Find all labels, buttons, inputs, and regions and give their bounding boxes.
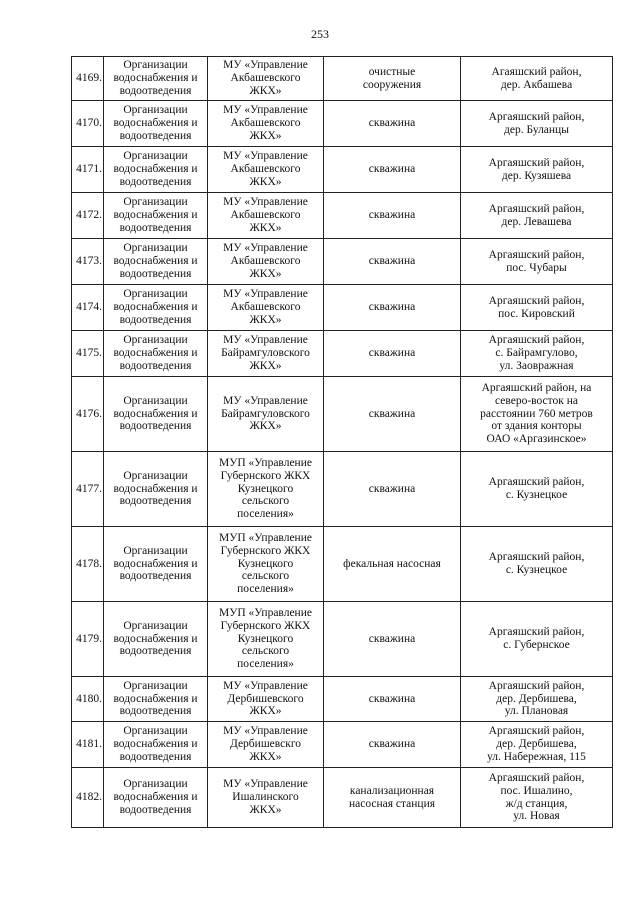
row-category: Организации водоснабжения и водоотведения [104, 722, 208, 768]
row-owner: МУ «Управление Акбашевского ЖКХ» [208, 239, 324, 285]
row-owner: МУП «Управление Губернского ЖКХ Кузнецкого сельского поселения» [208, 602, 324, 677]
row-object: очистные сооружения [324, 57, 461, 101]
registry-body [72, 57, 613, 828]
row-location: Аргаяшский район, на северо-восток на расстоянии 760 метров от здания конторы ОАО «Аргазинское» [461, 377, 613, 452]
row-category: Организации водоснабжения и водоотведения [104, 377, 208, 452]
row-location: Аргаяшский район, пос. Ишалино, ж/д станция, ул. Новая [461, 768, 613, 828]
row-owner: МУ «Управление Акбашевского ЖКХ» [208, 101, 324, 147]
row-category: Организации водоснабжения и водоотведения [104, 239, 208, 285]
table-row [72, 452, 613, 527]
row-number: 4178. [72, 527, 104, 602]
row-location: Аргаяшский район, с. Кузнецкое [461, 452, 613, 527]
row-number: 4180. [72, 677, 104, 722]
table-row [72, 285, 613, 331]
row-category: Организации водоснабжения и водоотведения [104, 452, 208, 527]
row-number: 4170. [72, 101, 104, 147]
row-object: канализационная насосная станция [324, 768, 461, 828]
row-location: Аргаяшский район, дер. Кузяшева [461, 147, 613, 193]
row-number: 4177. [72, 452, 104, 527]
row-category: Организации водоснабжения и водоотведения [104, 602, 208, 677]
table-row [72, 57, 613, 101]
row-owner: МУ «Управление Ишалинского ЖКХ» [208, 768, 324, 828]
row-object: скважина [324, 147, 461, 193]
facility-registry-table [71, 56, 613, 828]
row-location: Аргаяшский район, дер. Левашева [461, 193, 613, 239]
table-row [72, 602, 613, 677]
row-category: Организации водоснабжения и водоотведения [104, 57, 208, 101]
row-object: скважина [324, 602, 461, 677]
table-row [72, 527, 613, 602]
row-category: Организации водоснабжения и водоотведения [104, 147, 208, 193]
row-number: 4169. [72, 57, 104, 101]
row-owner: МУ «Управление Акбашевского ЖКХ» [208, 285, 324, 331]
row-location: Аргаяшский район, пос. Кировский [461, 285, 613, 331]
row-location: Аргаяшский район, дер. Буланцы [461, 101, 613, 147]
row-number: 4174. [72, 285, 104, 331]
row-location: Аргаяшский район, с. Кузнецкое [461, 527, 613, 602]
row-object: скважина [324, 193, 461, 239]
table-row [72, 722, 613, 768]
row-owner: МУП «Управление Губернского ЖКХ Кузнецкого сельского поселения» [208, 452, 324, 527]
row-category: Организации водоснабжения и водоотведения [104, 527, 208, 602]
row-number: 4179. [72, 602, 104, 677]
table-row [72, 768, 613, 828]
row-number: 4172. [72, 193, 104, 239]
row-location: Аргаяшский район, пос. Чубары [461, 239, 613, 285]
row-location: Аргаяшский район, с. Байрамгулово, ул. Заовражная [461, 331, 613, 377]
row-number: 4173. [72, 239, 104, 285]
row-category: Организации водоснабжения и водоотведения [104, 677, 208, 722]
table-row [72, 147, 613, 193]
row-object: скважина [324, 377, 461, 452]
row-owner: МУ «Управление Акбашевского ЖКХ» [208, 193, 324, 239]
row-object: скважина [324, 285, 461, 331]
row-object: скважина [324, 722, 461, 768]
row-owner: МУП «Управление Губернского ЖКХ Кузнецкого сельского поселения» [208, 527, 324, 602]
table-row [72, 677, 613, 722]
row-category: Организации водоснабжения и водоотведения [104, 331, 208, 377]
row-owner: МУ «Управление Акбашевского ЖКХ» [208, 147, 324, 193]
table-row [72, 101, 613, 147]
row-category: Организации водоснабжения и водоотведения [104, 193, 208, 239]
row-location: Аргаяшский район, с. Губернское [461, 602, 613, 677]
row-category: Организации водоснабжения и водоотведения [104, 768, 208, 828]
row-object: скважина [324, 677, 461, 722]
row-object: скважина [324, 101, 461, 147]
row-object: скважина [324, 239, 461, 285]
row-number: 4175. [72, 331, 104, 377]
row-category: Организации водоснабжения и водоотведения [104, 285, 208, 331]
row-location: Аргаяшский район, дер. Дербишева, ул. Набережная, 115 [461, 722, 613, 768]
row-location: Агаяшский район, дер. Акбашева [461, 57, 613, 101]
page-number: 253 [311, 27, 329, 41]
row-owner: МУ «Управление Дербишевского ЖКХ» [208, 677, 324, 722]
table-row [72, 331, 613, 377]
row-location: Аргаяшский район, дер. Дербишева, ул. Плановая [461, 677, 613, 722]
row-owner: МУ «Управление Дербишевскго ЖКХ» [208, 722, 324, 768]
row-number: 4181. [72, 722, 104, 768]
row-number: 4171. [72, 147, 104, 193]
row-category: Организации водоснабжения и водоотведения [104, 101, 208, 147]
row-number: 4182. [72, 768, 104, 828]
row-owner: МУ «Управление Байрамгуловского ЖКХ» [208, 377, 324, 452]
row-number: 4176. [72, 377, 104, 452]
table-row [72, 193, 613, 239]
row-object: скважина [324, 452, 461, 527]
row-object: скважина [324, 331, 461, 377]
table-row [72, 377, 613, 452]
row-owner: МУ «Управление Байрамгуловского ЖКХ» [208, 331, 324, 377]
row-object: фекальная насосная [324, 527, 461, 602]
table-row [72, 239, 613, 285]
row-owner: МУ «Управление Акбашевского ЖКХ» [208, 57, 324, 101]
